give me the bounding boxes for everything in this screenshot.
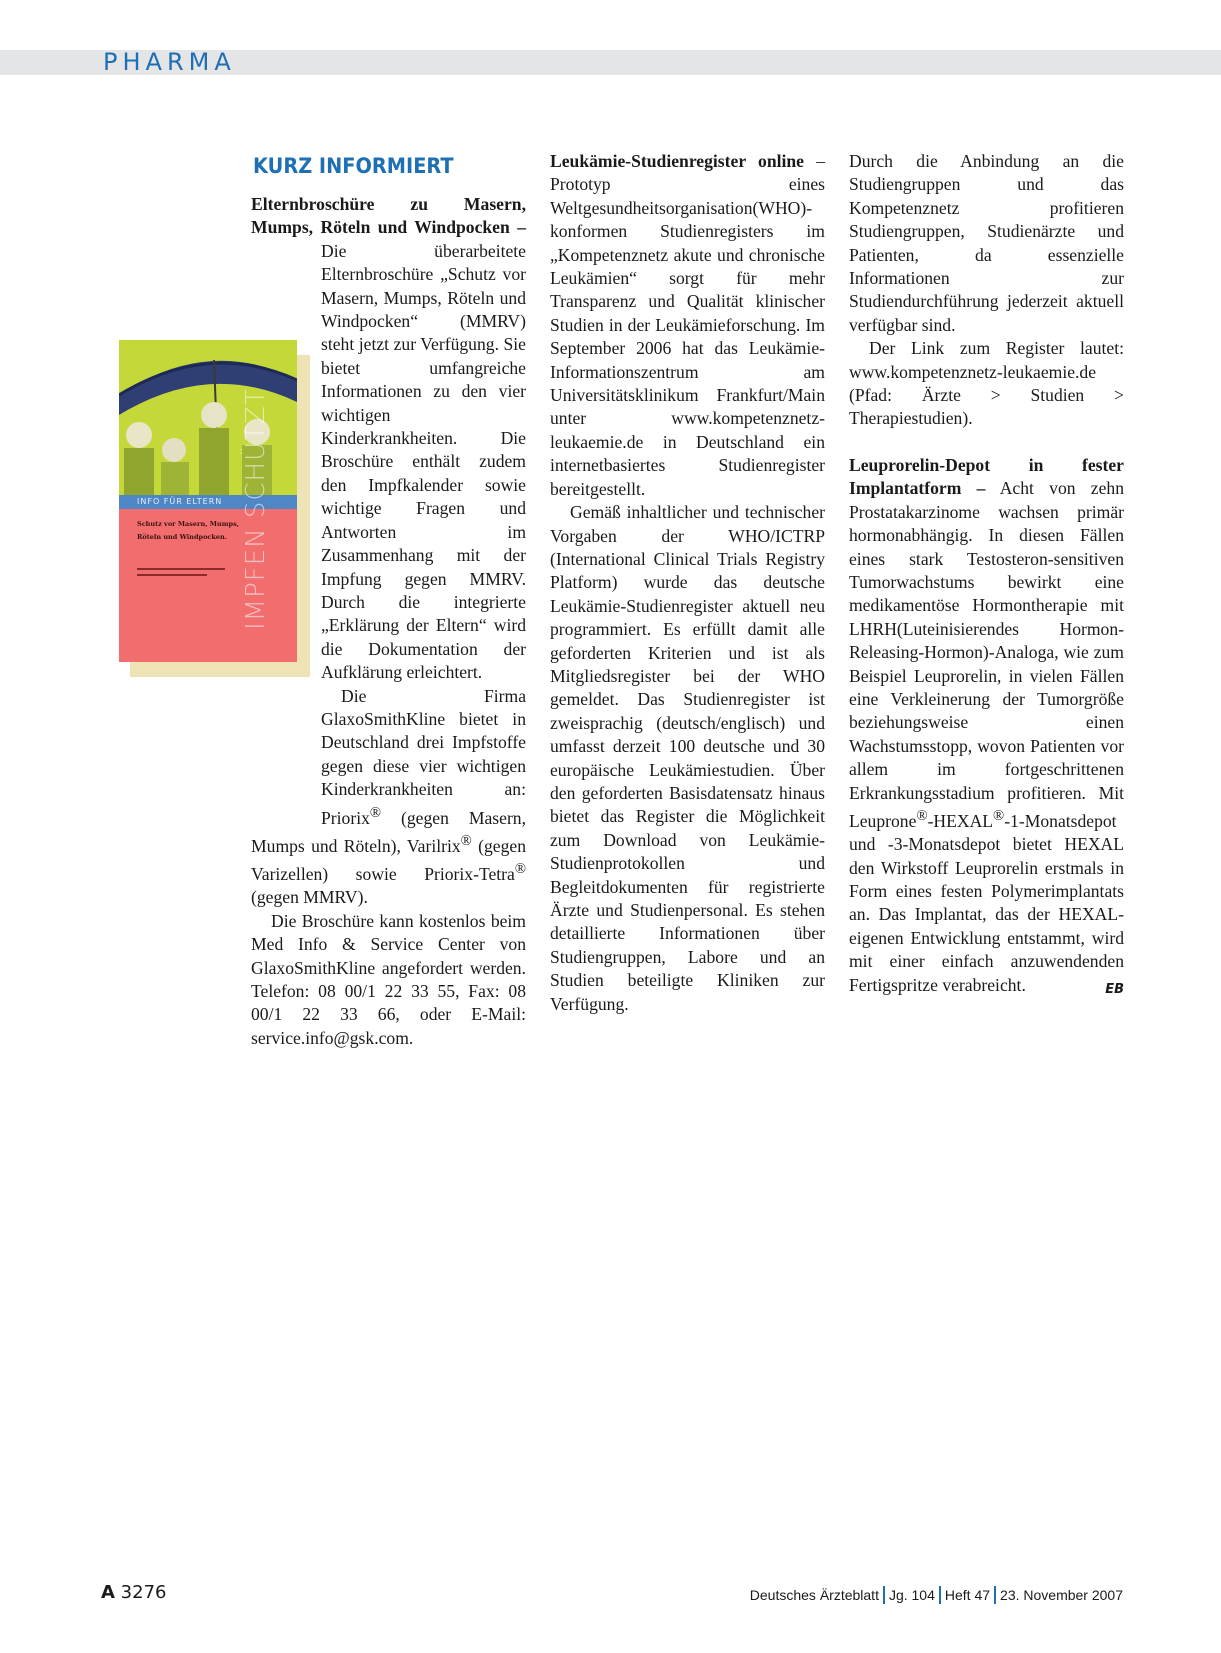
author-initials: EB (1105, 981, 1124, 997)
article-2-p1 (550, 150, 825, 501)
column-2 (550, 150, 825, 1016)
separator (883, 1586, 885, 1604)
journal-name: Deutsches Ärzteblatt (749, 1587, 879, 1603)
page-prefix: A (101, 1582, 115, 1603)
article-2-title: Leukämie-Studienregister online (550, 151, 804, 171)
article-2-p2: Gemäß inhaltlicher und technischer Vorgaben der WHO/ICTRP (International Clinical Trials Registry Platform) wurde das deutsche Leukämie-Studienregister aktuell neu programmiert. Es erfüllt damit alle geforderten Kriterien und ist als Mitgliedsregister bei der WHO gemeldet. Das Studienregister ist zweisprachig (deutsch/englisch) und umfasst derzeit 100 deutsche und 30 europäische Leukämiestudien. Über den geforderten Basisdatensatz hinaus bietet das Register die Möglichkeit zum Download von Leukämie-Studienprotokollen und Begleitdokumenten für registrierte Ärzte und Studienpersonal. Es stehen detaillierte Informationen über Studiengruppen, Labore und an Studien beteiligte Kliniken zur Verfügung. (550, 502, 825, 1014)
separator (939, 1586, 941, 1604)
brochure-title: Schutz vor Masern, Mumps, Röteln und Windpocken. (137, 520, 240, 541)
section-label: PHARMA (103, 48, 236, 76)
article-1-p2b: (gegen Masern, Mumps und Röteln), Varilrix (251, 807, 526, 856)
article-1-body (251, 193, 526, 685)
article-3-title: Leuprorelin-Depot in fester Implantatform – (849, 454, 1124, 499)
brochure-subtitle-lines (137, 566, 237, 582)
article-2-p3: Durch die Anbindung an die Studiengruppen und das Kompetenznetz profitieren Studiengruppen, Studienärzte und Patienten, da essenzielle Informationen zur Studiendurchführung jederzeit aktuell verfügbar sind. (849, 151, 1124, 335)
article-2-p4: Der Link zum Register lautet: www.kompetenznetz-leukaemie.de (Pfad: Ärzte > Studien > Therapiestudien). (849, 338, 1124, 429)
article-1-p2d: (gegen MMRV). (251, 887, 368, 908)
registered-mark: ® (993, 807, 1005, 824)
journal-issue: Heft 47 (944, 1587, 991, 1603)
journal-volume: Jg. 104 (888, 1587, 935, 1603)
article-1-p1: Die überarbeitete Elternbroschüre „Schutz vor Masern, Mumps, Röteln und Windpocken“ (MMRV) steht jetzt zur Verfügung. Sie bietet umfangreiche Informationen zu den vier wichtigen Kinderkrankheiten. Die Broschüre enthält zudem den Impfkalender sowie wichtige Fragen und Antworten im Zusammenhang mit der Impfung gegen MMRV. Durch die integrierte „Erklärung der Eltern“ wird die Dokumentation der Aufklärung erleichtert. (321, 240, 526, 683)
separator (994, 1586, 996, 1604)
journal-date: 23. November 2007 (1000, 1587, 1123, 1603)
article-3-p1b: -HEXAL (927, 810, 994, 831)
article-1-p2c: (gegen Varizellen) sowie Priorix-Tetra (251, 835, 526, 884)
article-1-title: Elternbroschüre zu Masern, Mumps, Röteln und Windpocken – (251, 194, 526, 238)
registered-mark: ® (514, 861, 526, 878)
article-3-p1 (849, 454, 1124, 997)
article-2-p1-text: – Prototyp eines Weltgesundheitsorganisation(WHO)-konformen Studienregisters im „Kompetenznetz akute und chronische Leukämien“ sorgt für mehr Transparenz und Qualität klinischer Studien in der Leukämieforschung. Im September 2006 hat das Leukämie-Informationszentrum am Universitätsklinikum Frankfurt/Main unter www.kompetenznetz-leukaemie.de in Deutschland ein internetbasiertes Studienregister bereitgestellt. (550, 151, 825, 499)
image-float-spacer (251, 335, 321, 823)
registered-mark: ® (916, 807, 928, 824)
registered-mark: ® (460, 832, 472, 849)
column-3 (849, 150, 1124, 1001)
brochure-band: INFO FÜR ELTERN (119, 495, 297, 509)
section-heading: KURZ INFORMIERT (253, 154, 454, 178)
journal-info (750, 1586, 1123, 1604)
spacer (849, 431, 1124, 454)
brochure-vertical-text: IMPFEN SCHÜTZT (241, 388, 271, 630)
registered-mark: ® (369, 804, 382, 821)
column-1 (251, 150, 526, 1050)
page-number (101, 1582, 166, 1603)
article-1-p2a: Die Firma GlaxoSmithKline bietet in Deutschland drei Impfstoffe gegen diese vier wichtigen Kinderkrankheiten an: Priorix (321, 685, 526, 828)
article-1-p3: Die Broschüre kann kostenlos beim Med Info & Service Center von GlaxoSmithKline angefordert werden. Telefon: 08 00/1 22 33 55, Fax: 08 00/1 22 33 66, oder E-Mail: service.info@gsk.com. (251, 910, 526, 1048)
page-number-value: 3276 (120, 1582, 167, 1603)
article-3-p1c: -1-Monatsdepot und -3-Monatsdepot bietet HEXAL den Wirkstoff Leuprorelin erstmals in Form eines festen Polymerimplantats an. Das Implantat, das der HEXAL-eigenen Entwicklung entstammt, wird mit einer einfach anzuwendenden Fertigspritze verabreicht. (849, 810, 1124, 995)
article-3-p1a: Acht von zehn Prostatakarzinome wachsen primär hormonabhängig. In diesen Fällen eines stark Testosteron-sensitiven Tumorwachstums bewirkt eine medikamentöse Hormontherapie mit LHRH(Luteinisierendes Hormon-Releasing-Hormon)-Analoga, wie zum Beispiel Leuprorelin, in vielen Fällen eine Verkleinerung der Tumorgröße beziehungsweise einen Wachstumsstopp, wovon Patienten vor allem im fortgeschrittenen Erkrankungsstadium profitieren. Mit Leuprone (849, 478, 1124, 831)
